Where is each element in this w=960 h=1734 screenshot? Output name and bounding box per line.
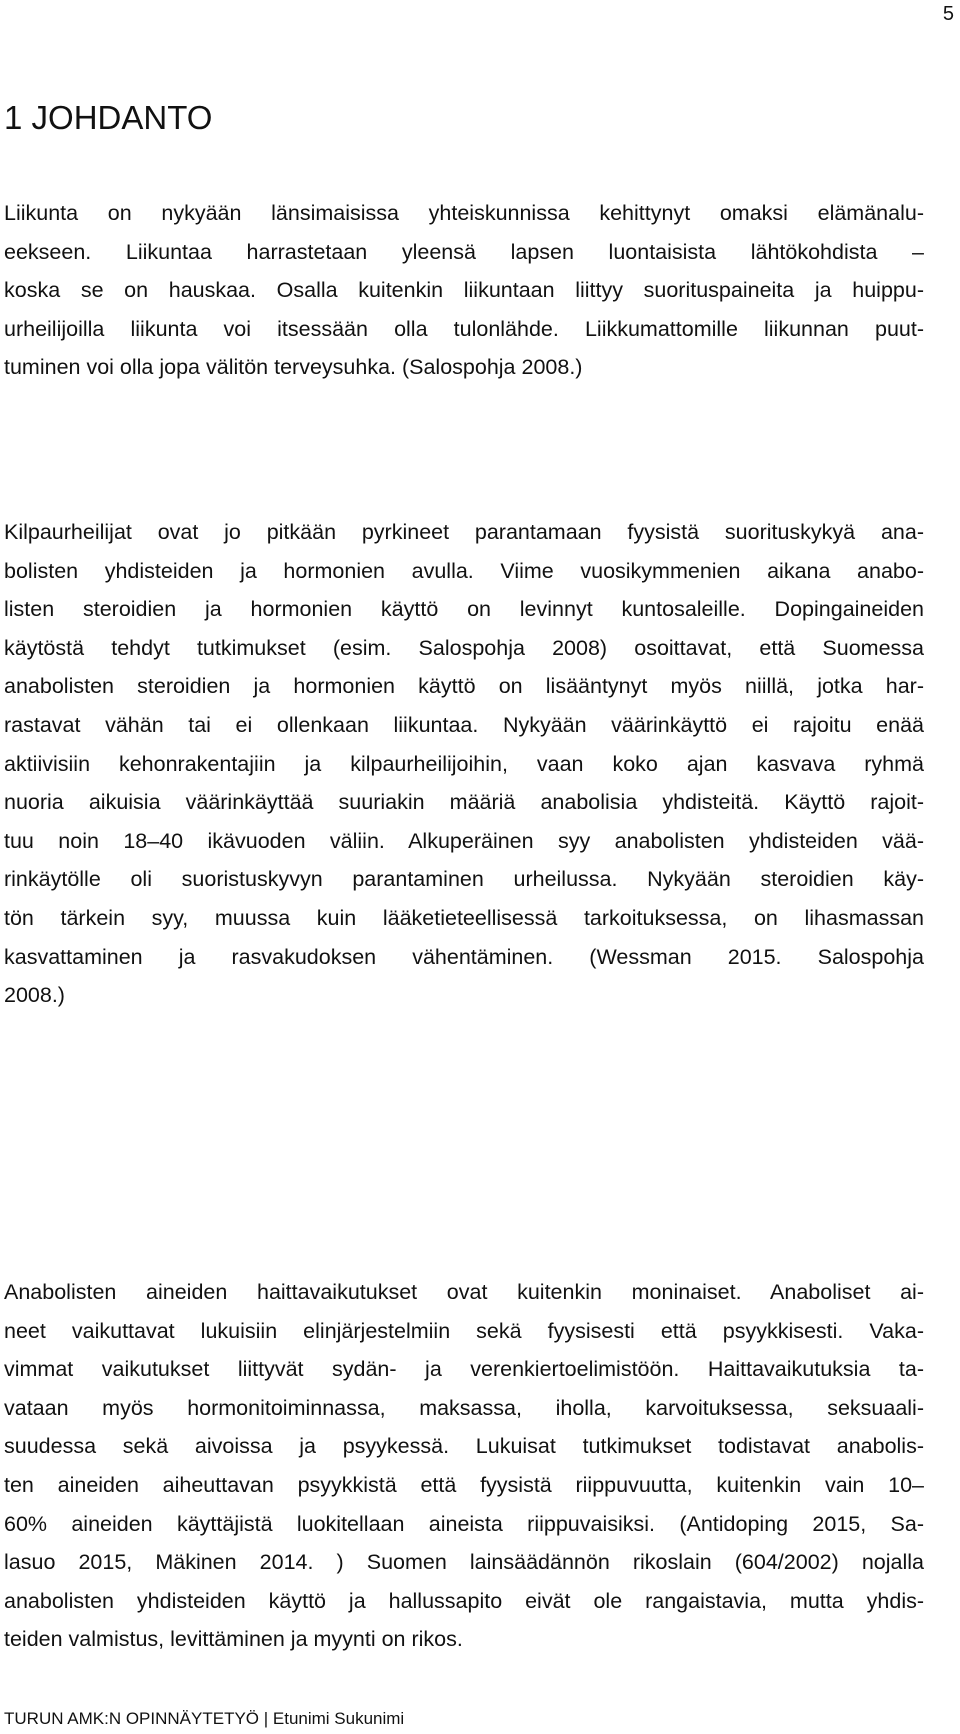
text-line: rinkäytölle oli suoristuskyvyn parantaminen urheilussa. Nykyään steroidien käy- (4, 867, 924, 892)
paragraph-1 (4, 194, 924, 387)
section-heading: 1 JOHDANTO (4, 99, 213, 136)
text-line: käytöstä tehdyt tutkimukset (esim. Salospohja 2008) osoittavat, että Suomessa (4, 635, 924, 660)
text-line: Anabolisten aineiden haittavaikutukset ovat kuitenkin moninaiset. Anaboliset ai- (4, 1280, 924, 1304)
text-line: 60% aineiden käyttäjistä luokitellaan aineista riippuvaisiksi. (Antidoping 2015, Sa- (4, 1511, 924, 1536)
text-line: aktiivisiin kehonrakentajiin ja kilpaurheilijoihin, vaan koko ajan kasvava ryhmä (4, 751, 924, 776)
page-number: 5 (942, 3, 954, 25)
text-line: tuminen voi olla jopa välitön terveysuhka. (Salospohja 2008.) (4, 355, 583, 380)
text-line: Kilpaurheilijat ovat jo pitkään pyrkineet parantamaan fyysistä suorituskykyä ana- (4, 520, 924, 544)
text-line: teiden valmistus, levittäminen ja myynti on rikos. (4, 1627, 463, 1652)
text-line: urheilijoilla liikunta voi itsessään olla tulonlähde. Liikkumattomille liikunnan puut- (4, 316, 924, 341)
text-line: bolisten yhdisteiden ja hormonien avulla. Viime vuosikymmenien aikana anabo- (4, 558, 924, 583)
text-line: vimmat vaikutukset liittyvät sydän- ja verenkiertoelimistöön. Haittavaikutuksia ta- (4, 1357, 924, 1382)
text-line: listen steroidien ja hormonien käyttö on levinnyt kuntosaleille. Dopingaineiden (4, 597, 924, 622)
text-line: anabolisten yhdisteiden käyttö ja hallussapito eivät ole rangaistavia, mutta yhdis- (4, 1588, 924, 1613)
text-line: kasvattaminen ja rasvakudoksen vähentäminen. (Wessman 2015. Salospohja (4, 944, 924, 969)
page-footer: TURUN AMK:N OPINNÄYTETYÖ | Etunimi Sukunimi (4, 1709, 405, 1728)
text-line: ten aineiden aiheuttavan psyykkistä että fyysistä riippuvuutta, kuitenkin vain 10– (4, 1472, 924, 1497)
text-line: tuu noin 18–40 ikävuoden väliin. Alkuperäinen syy anabolisten yhdisteiden vää- (4, 828, 924, 853)
text-line: anabolisten steroidien ja hormonien käyttö on lisääntynyt myös niillä, jotka har- (4, 674, 924, 699)
text-line: eekseen. Liikuntaa harrastetaan yleensä lapsen luontaisista lähtökohdista – (4, 239, 924, 264)
text-line: lasuo 2015, Mäkinen 2014. ) Suomen lainsäädännön rikoslain (604/2002) nojalla (4, 1550, 924, 1575)
text-line: vataan myös hormonitoiminnassa, maksassa, iholla, karvoituksessa, seksuaali- (4, 1395, 924, 1420)
text-line: nuoria aikuisia väärinkäyttää suuriakin määriä anabolisia yhdisteitä. Käyttö rajoit- (4, 790, 924, 815)
paragraph-3 (4, 1273, 924, 1659)
text-line: neet vaikuttavat lukuisiin elinjärjestelmiin sekä fyysisesti että psyykkisesti. Vaka- (4, 1318, 924, 1343)
paragraph-2 (4, 513, 924, 1015)
text-line: rastavat vähän tai ei ollenkaan liikuntaa. Nykyään väärinkäyttö ei rajoitu enää (4, 712, 924, 737)
text-line: suudessa sekä aivoissa ja psyykessä. Lukuisat tutkimukset todistavat anabolis- (4, 1434, 924, 1459)
text-line: tön tärkein syy, muussa kuin lääketieteellisessä tarkoituksessa, on lihasmassan (4, 905, 924, 930)
text-line: 2008.) (4, 983, 65, 1008)
text-line: koska se on hauskaa. Osalla kuitenkin liikuntaan liittyy suorituspaineita ja huippu- (4, 278, 924, 303)
text-line: Liikunta on nykyään länsimaisissa yhteiskunnissa kehittynyt omaksi elämänalu- (4, 201, 924, 225)
